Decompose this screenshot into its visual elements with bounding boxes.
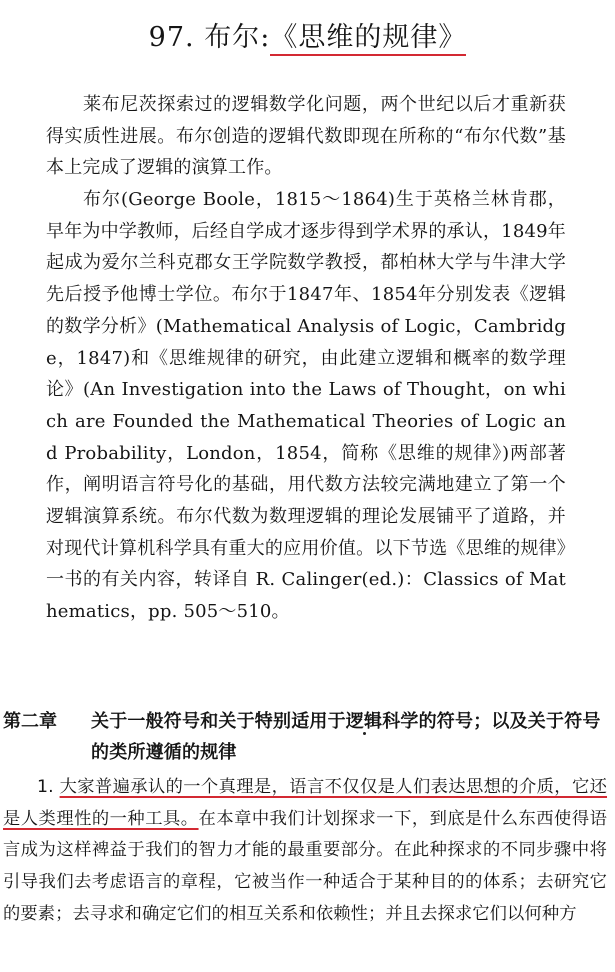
paragraph-continuation: 在本章中我们计划探求一下，到底是什么东西使得语言成为这样裨益于我们的智力才能的最重要部分。在此种探求的不同步骤中将引导我们去考虑语言的章程，它被当作一种适合于某种目的的体系；去研究它的要素；去寻求和确定它们的相互关系和依赖性；并且去探求它们以何种方	[3, 808, 607, 924]
section-author: 布尔:	[204, 22, 271, 53]
paragraph-number: 1.	[37, 777, 54, 797]
chapter-title: 关于一般符号和关于特别适用于逻辑科学的符号；以及关于符号的类所遵循的规律	[91, 711, 601, 763]
body-paragraph	[3, 772, 607, 931]
section-title	[0, 18, 615, 58]
section-work-title: 《思维的规律》	[270, 22, 466, 56]
underlined-sentence: 大家普遍承认的一个真理是，语言不仅仅是人们表达思想的介质，它还是人类理性的一种工具。	[3, 777, 608, 829]
section-number: 97.	[148, 22, 195, 53]
stray-print-mark	[363, 732, 366, 735]
intro-paragraph: 莱布尼茨探索过的逻辑数学化问题，两个世纪以后才重新获得实质性进展。布尔创造的逻辑代数即现在所称的“布尔代数”基本上完成了逻辑的演算工作。	[46, 94, 566, 179]
chapter-number: 第二章	[3, 711, 57, 732]
biography-paragraph: 布尔(George Boole，1815～1864)生于英格兰林肯郡，早年为中学教师，后经自学成才逐步得到学术界的承认，1849年起成为爱尔兰科克郡女王学院数学教授，都柏林大学与牛津大学先后授予他博士学位。布尔于1847年、1854年分别发表《逻辑的数学分析》(Mathematical Analysis of Logic，Cambridge，1847)和《思维规律的研究，由此建立逻辑和概率的数学理论》(An Investigation into the Laws of Thought，on which are Founded the Mathematical Theories of Logic and Probability，London，1854，简称《思维的规律》)两部著作，阐明语言符号化的基础，用代数方法较完满地建立了第一个逻辑演算系统。布尔代数为数理逻辑的理论发展铺平了道路，并对现代计算机科学具有重大的应用价值。以下节选《思维的规律》一书的有关内容，转译自 R. Calinger(ed.)：Classics of Mathematics，pp. 505～510。	[46, 189, 566, 623]
